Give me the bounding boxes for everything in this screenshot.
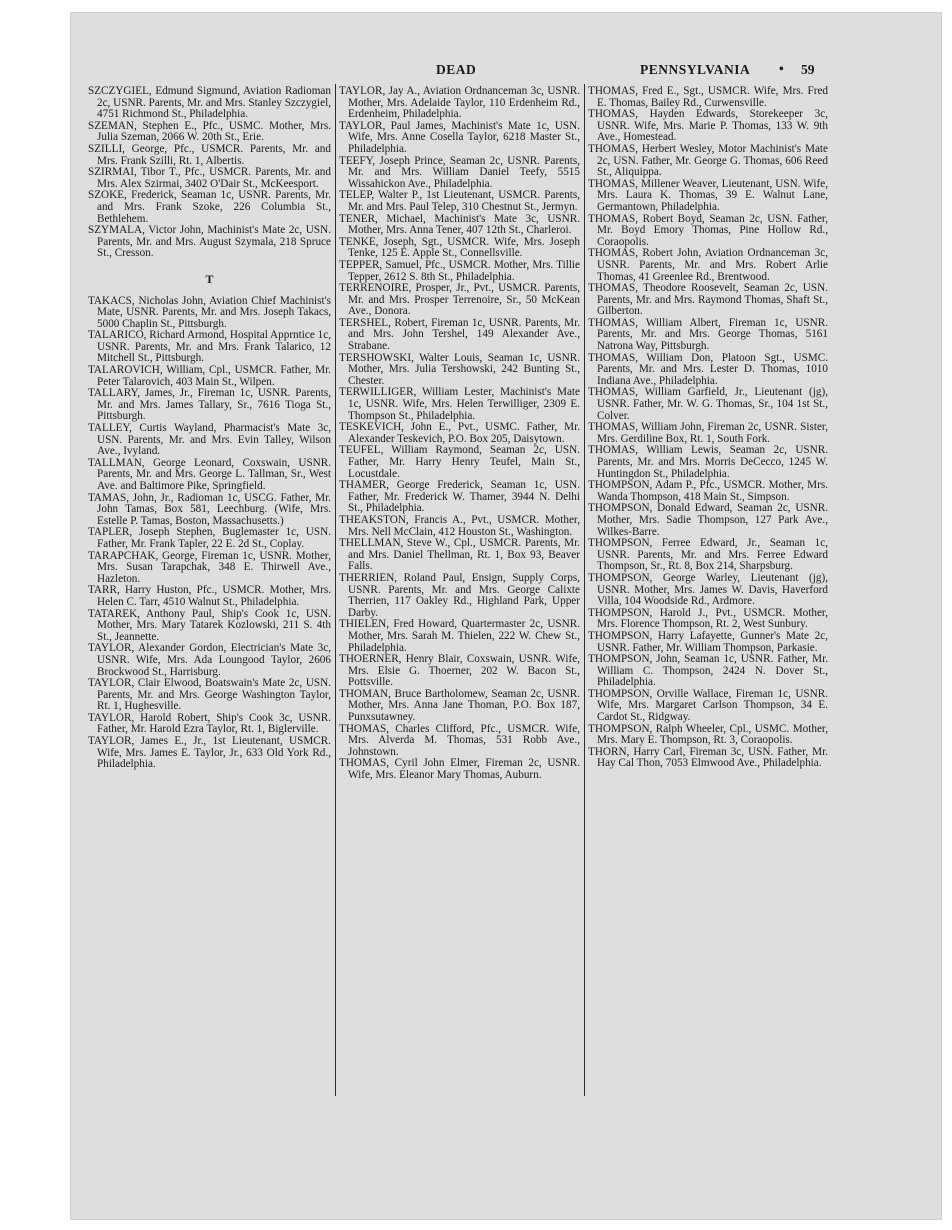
listing-entry: THOMAS, William Lewis, Seaman 2c, USNR. Parents, Mr. and Mrs. Morris DeCecco, 1245 W. Huntingdon St., Philadelphia.	[588, 445, 828, 480]
listing-entry: TAYLOR, Alexander Gordon, Electrician's Mate 3c, USNR. Wife, Mrs. Ada Loungood Taylor, 2606 Brockwood St., Harrisburg.	[88, 643, 331, 678]
listing-entry: SZEMAN, Stephen E., Pfc., USMC. Mother, Mrs. Julia Szeman, 2066 W. 20th St., Erie.	[88, 120, 331, 144]
listing-entry: TAMAS, John, Jr., Radioman 1c, USCG. Father, Mr. John Tamas, Box 581, Leechburg. (Wife, Mrs. Estelle P. Tamas, Boston, Massachusetts.)	[88, 492, 331, 527]
listing-entry: TENER, Michael, Machinist's Mate 3c, USNR. Mother, Mrs. Anna Tener, 407 12th St., Charleroi.	[339, 213, 580, 237]
listing-entry: TERRENOIRE, Prosper, Jr., Pvt., USMCR. Parents, Mr. and Mrs. Prosper Terrenoire, Sr., 50 McKean Ave., Donora.	[339, 283, 580, 318]
listing-entry: THOMAS, Robert Boyd, Seaman 2c, USN. Father, Mr. Boyd Emory Thomas, Pine Hollow Rd., Coraopolis.	[588, 213, 828, 248]
listing-entry: THOMAS, William Garfield, Jr., Lieutenant (jg), USNR. Father, Mr. W. G. Thomas, Sr., 104 1st St., Colver.	[588, 387, 828, 422]
listing-entry: THOMAS, Charles Clifford, Pfc., USMCR. Wife, Mrs. Alverda M. Thomas, 531 Robb Ave., Johnstown.	[339, 723, 580, 758]
listing-entry: THOMPSON, John, Seaman 1c, USNR. Father, Mr. William C. Thompson, 2424 N. Dover St., Philadelphia.	[588, 654, 828, 689]
listing-entry: TAYLOR, Harold Robert, Ship's Cook 3c, USNR. Father, Mr. Harold Ezra Taylor, Rt. 1, Biglerville.	[88, 712, 331, 736]
page-header	[0, 62, 952, 82]
listing-entry: THOMAS, Fred E., Sgt., USMCR. Wife, Mrs. Fred E. Thomas, Bailey Rd., Curwensville.	[588, 86, 828, 109]
listing-entry: TAYLOR, Clair Elwood, Boatswain's Mate 2c, USN. Parents, Mr. and Mrs. George Washington Taylor, Rt. 1, Hughesville.	[88, 678, 331, 713]
listing-entry: SZYMALA, Victor John, Machinist's Mate 2c, USN. Parents, Mr. and Mrs. August Szymala, 218 Spruce St., Cresson.	[88, 225, 331, 260]
listing-entry: THOMPSON, George Warley, Lieutenant (jg), USNR. Mother, Mrs. James W. Davis, Haverford Villa, 104 Woodside Rd., Ardmore.	[588, 572, 828, 608]
listing-entry: TESKEVICH, John E., Pvt., USMC. Father, Mr. Alexander Teskevich, P.O. Box 205, Daisytown.	[339, 422, 580, 445]
listing-entry: THOMPSON, Harold J., Pvt., USMCR. Mother, Mrs. Florence Thompson, Rt. 2, West Sunbury.	[588, 607, 828, 631]
listing-entry: THOMPSON, Orville Wallace, Fireman 1c, USNR. Wife, Mrs. Margaret Carlson Thompson, 34 E. Cardot St., Ridgway.	[588, 688, 828, 724]
listing-entry: THOMPSON, Adam P., Pfc., USMCR. Mother, Mrs. Wanda Thompson, 418 Main St., Simpson.	[588, 480, 828, 503]
listing-entry: THOMAS, Cyril John Elmer, Fireman 2c, USNR. Wife, Mrs. Eleanor Mary Thomas, Auburn.	[339, 758, 580, 782]
column-1	[88, 86, 331, 771]
listing-entry: TALLMAN, George Leonard, Coxswain, USNR. Parents, Mr. and Mrs. George L. Tallman, Sr., West Ave. and Baltimore Pike, Springfield.	[88, 457, 331, 492]
listing-entry: TEPPER, Samuel, Pfc., USMCR. Mother, Mrs. Tillie Tepper, 2612 S. 8th St., Philadelphia.	[339, 259, 580, 283]
listing-entry: THOMAS, Theodore Roosevelt, Seaman 2c, USN. Parents, Mr. and Mrs. Raymond Thomas, Shaft St., Gilberton.	[588, 283, 828, 318]
listing-entry: TARAPCHAK, George, Fireman 1c, USNR. Mother, Mrs. Susan Tarapchak, 348 E. Thirwell Ave., Hazleton.	[88, 550, 331, 585]
listing-entry: TALAROVICH, William, Cpl., USMCR. Father, Mr. Peter Talarovich, 403 Main St., Wilpen.	[88, 365, 331, 388]
listing-entry: THOMPSON, Donald Edward, Seaman 2c, USNR. Mother, Mrs. Sadie Thompson, 127 Park Ave., Wilkes-Barre.	[588, 503, 828, 538]
listing-entry: TALLARY, James, Jr., Fireman 1c, USNR. Parents, Mr. and Mrs. James Tallary, Sr., 7616 Tioga St., Pittsburgh.	[88, 388, 331, 423]
listing-entry: THOMAS, William Don, Platoon Sgt., USMC. Parents, Mr. and Mrs. Lester D. Thomas, 1010 Indiana Ave., Philadelphia.	[588, 352, 828, 387]
listing-entry: THOMAS, Herbert Wesley, Motor Machinist's Mate 2c, USN. Father, Mr. George G. Thomas, 606 Reed St., Aliquippa.	[588, 143, 828, 179]
listing-entry: THERRIEN, Roland Paul, Ensign, Supply Corps, USNR. Parents, Mr. and Mrs. George Calixte Therrien, 117 Oakley Rd., Highland Park, Upper Darby.	[339, 572, 580, 619]
column-2	[339, 86, 580, 782]
section-title: DEAD	[436, 62, 477, 77]
listing-entry: THAMER, George Frederick, Seaman 1c, USN. Father, Mr. Frederick W. Thamer, 3944 N. Delhi St., Philadelphia.	[339, 480, 580, 515]
listing-entry: SZILLI, George, Pfc., USMCR. Parents, Mr. and Mrs. Frank Szilli, Rt. 1, Albertis.	[88, 143, 331, 167]
state-title: PENNSYLVANIA	[640, 62, 751, 77]
listing-entry: TAYLOR, Paul James, Machinist's Mate 1c, USN. Wife, Mrs. Anne Cosella Taylor, 6218 Master St., Philadelphia.	[339, 120, 580, 155]
listing-entry: TEEFY, Joseph Prince, Seaman 2c, USNR. Parents, Mr. and Mrs. William Daniel Teefy, 5515 Wissahickon Ave., Philadelphia.	[339, 155, 580, 190]
listing-entry: THOMAS, Millener Weaver, Lieutenant, USN. Wife, Mrs. Laura K. Thomas, 39 E. Walnut Lane, Germantown, Philadelphia.	[588, 178, 828, 213]
listing-entry: TAKACS, Nicholas John, Aviation Chief Machinist's Mate, USNR. Parents, Mr. and Mrs. Joseph Takacs, 5000 Chaplin St., Pittsburgh.	[88, 295, 331, 330]
header-bullet: •	[779, 61, 784, 76]
listing-entry: TARR, Harry Huston, Pfc., USMCR. Mother, Mrs. Helen C. Tarr, 4510 Walnut St., Philadelphia.	[88, 585, 331, 608]
listing-entry: TAYLOR, James E., Jr., 1st Lieutenant, USMCR. Wife, Mrs. James E. Taylor, Jr., 633 Old York Rd., Philadelphia.	[88, 736, 331, 771]
column-divider-1	[335, 84, 336, 1096]
listing-entry: TERSHEL, Robert, Fireman 1c, USNR. Parents, Mr. and Mrs. John Tershel, 149 Alexander Ave., Strabane.	[339, 317, 580, 353]
listing-entry: TALARICO, Richard Armond, Hospital Apprntice 1c, USNR. Parents, Mr. and Mrs. Frank Talarico, 12 Mitchell St., Pittsburgh.	[88, 330, 331, 365]
listing-entry: TENKE, Joseph, Sgt., USMCR. Wife, Mrs. Joseph Tenke, 125 E. Apple St., Connellsville.	[339, 236, 580, 260]
listing-entry: THOMAS, Robert John, Aviation Ordnanceman 3c, USNR. Parents, Mr. and Mrs. Robert Arlie Thomas, 41 Greenlee Rd., Brentwood.	[588, 248, 828, 283]
column-3	[588, 86, 828, 770]
listing-entry: SZIRMAI, Tibor T., Pfc., USMCR. Parents, Mr. and Mrs. Alex Szirmai, 3402 O'Dair St., McKeesport.	[88, 167, 331, 190]
listing-entry: THIELEN, Fred Howard, Quartermaster 2c, USNR. Mother, Mrs. Sarah M. Thielen, 222 W. Chew St., Philadelphia.	[339, 619, 580, 654]
listing-entry: THORN, Harry Carl, Fireman 3c, USN. Father, Mr. Hay Cal Thon, 7053 Elmwood Ave., Philadelphia.	[588, 746, 828, 770]
listing-entry: THOMPSON, Ralph Wheeler, Cpl., USMC. Mother, Mrs. Mary E. Thompson, Rt. 3, Coraopolis.	[588, 723, 828, 747]
listing-entry: TERSHOWSKI, Walter Louis, Seaman 1c, USNR. Mother, Mrs. Julia Tershowski, 242 Bunting St., Chester.	[339, 352, 580, 387]
listing-entry: TEUFEL, William Raymond, Seaman 2c, USN. Father, Mr. Harry Henry Teufel, Main St., Locustdale.	[339, 445, 580, 480]
listing-entry: TAPLER, Joseph Stephen, Buglemaster 1c, USN. Father, Mr. Frank Tapler, 22 E. 2d St., Coplay.	[88, 527, 331, 550]
listing-entry: THOMAS, William John, Fireman 2c, USNR. Sister, Mrs. Gerdiline Box, Rt. 1, South Fork.	[588, 422, 828, 445]
listing-entry: TERWILLIGER, William Lester, Machinist's Mate 1c, USNR. Wife, Mrs. Helen Terwilliger, 2309 E. Thompson St., Philadelphia.	[339, 387, 580, 422]
listing-entry: THOMAS, Hayden Edwards, Storekeeper 3c, USNR. Wife, Mrs. Marie P. Thomas, 133 W. 9th Ave., Homestead.	[588, 109, 828, 144]
page-number: 59	[801, 62, 815, 77]
listing-entry: THELLMAN, Steve W., Cpl., USMCR. Parents, Mr. and Mrs. Daniel Thellman, Rt. 1, Box 93, Beaver Falls.	[339, 538, 580, 573]
listing-entry: SZOKE, Frederick, Seaman 1c, USNR. Parents, Mr. and Mrs. Frank Szoke, 226 Columbia St., Bethlehem.	[88, 190, 331, 225]
section-letter: T	[205, 271, 214, 286]
listing-entry: THOMAS, William Albert, Fireman 1c, USNR. Parents, Mr. and Mrs. George Thomas, 5161 Natrona Way, Pittsburgh.	[588, 317, 828, 353]
listing-entry: TALLEY, Curtis Wayland, Pharmacist's Mate 3c, USN. Parents, Mr. and Mrs. Evin Talley, Wilson Ave., Ivyland.	[88, 423, 331, 458]
listing-entry: SZCZYGIEL, Edmund Sigmund, Aviation Radioman 2c, USNR. Parents, Mr. and Mrs. Stanley Szczygiel, 4751 Richmond St., Philadelphia.	[88, 86, 331, 121]
listing-entry: THOERNER, Henry Blair, Coxswain, USNR. Wife, Mrs. Elsie G. Thoerner, 202 W. Bacon St., Pottsville.	[339, 654, 580, 689]
listing-entry: TATAREK, Anthony Paul, Ship's Cook 1c, USN. Mother, Mrs. Mary Tatarek Kozlowski, 211 S. 4th St., Jeannette.	[88, 608, 331, 643]
listing-entry: TAYLOR, Jay A., Aviation Ordnanceman 3c, USNR. Mother, Mrs. Adelaide Taylor, 110 Erdenheim Rd., Erdenheim, Philadelphia.	[339, 86, 580, 121]
listing-entry: TELEP, Walter P., 1st Lieutenant, USMCR. Parents, Mr. and Mrs. Paul Telep, 310 Chestnut St., Jermyn.	[339, 190, 580, 213]
listing-entry: THOMAN, Bruce Bartholomew, Seaman 2c, USNR. Mother, Mrs. Anna Jane Thoman, P.O. Box 187, Punxsutawney.	[339, 688, 580, 724]
listing-entry: THEAKSTON, Francis A., Pvt., USMCR. Mother, Mrs. Nell McClain, 412 Houston St., Washington.	[339, 514, 580, 538]
listing-entry: THOMPSON, Ferree Edward, Jr., Seaman 1c, USNR. Parents, Mr. and Mrs. Ferree Edward Thompson, Sr., Rt. 8, Box 214, Sharpsburg.	[588, 538, 828, 573]
column-divider-2	[584, 84, 585, 1096]
listing-entry: THOMPSON, Harry Lafayette, Gunner's Mate 2c, USNR. Father, Mr. William Thompson, Parkasie.	[588, 630, 828, 654]
